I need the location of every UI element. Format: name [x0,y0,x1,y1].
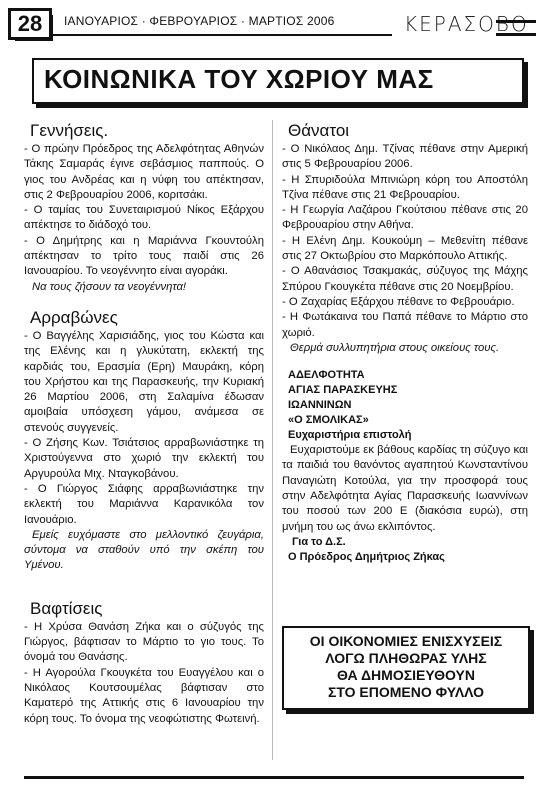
left-column [24,120,264,727]
notice-line: ΘΑ ΔΗΜΟΣΙΕΥΘΟΥΝ [337,667,475,683]
engagements-item: - Ο Βαγγέλης Χαρισιάδης, γιος του Κώστα και της Ελένης και η γλυκύτατη, εκλεκτή της καρδιάς του, Ερασμία (Ερη) Μαυράκη, κόρη του Χρήστου και της Παρασκευής, την Κυριακή 26 Μαρτίου 2006, στη Σαλαμίνα έδωσαν αμοιβαία υπόσχεση γάμου, ανάμεσα σε στενούς συγγενείς. [24,329,264,434]
deaths-item: - Η Σπυριδούλα Μπινιώρη κόρη του Αποστόλη Τζίνα πέθανε στις 21 Φεβρουαρίου. [282,173,528,201]
deaths-item: - Ο Νικόλαος Δημ. Τζίνας πέθανε στην Αμερική στις 5 Φεβρουαρίου 2006. [282,143,528,171]
association-line: ΑΓΙΑΣ ΠΑΡΑΣΚΕΥΗΣ [288,384,398,397]
association-line: ΑΔΕΛΦΟΤΗΤΑ [288,369,365,382]
engagements-heading: Αρραβώνες [30,307,118,327]
magazine-name: ΚΕΡΑΣΟΒΟ [404,12,529,36]
engagements-item: - Ο Γιώργος Σιάφης αρραβωνιάστηκε την εκλεκτή του Μαριάννα Καρανικόλα τον Ιανουάριο. [24,482,264,526]
notice-box [282,626,530,710]
right-column [282,120,528,565]
notice-line: ΣΤΟ ΕΠΟΜΕΝΟ ΦΥΛΛΟ [327,684,485,700]
deaths-item: - Η Ελένη Δημ. Κουκούμη – Μεθενίτη πέθανε στις 27 Οκτωβρίου στο Μαρκόπουλο Αττικής. [282,234,528,263]
header-rule [52,34,392,36]
births-item: - Ο Δημήτρης και η Μαριάννα Γκουντούλη απέκτησαν το τρίτο τους παιδί στις 26 Ιανουαρίου. Το νεογέννητο είναι αγοράκι. [24,234,264,278]
letter-body: Ευχαριστούμε εκ βάθους καρδίας τη σύζυγο και τα παιδιά του θανόντος αγαπητού Κωνσταντίνου Παναγιώτη Κοτούλα, για την προσφορά τους στην Αδελφότητα Αγίας Παρασκευής Ιωαννίνων του ποσού των 200 Ε (διακόσια ευρώ), στη μνήμη του ως άνω εκλιπόντος. [282,444,528,533]
footer-rule [24,776,524,779]
notice-line: ΟΙ ΟΙΚΟΝΟΜΙΕΣ ΕΝΙΣΧΥΣΕΙΣ [309,633,503,649]
association-line: «Ο ΣΜΟΛΙΚΑΣ» [288,414,369,427]
births-wish: Να τους ζήσουν τα νεογέννητα! [32,280,187,293]
letter-subtitle: Ευχαριστήρια επιστολή [288,429,412,442]
page-number: 28 [8,8,52,40]
signature-line: Για το Δ.Σ. [292,535,346,548]
births-item: - Ο ταμίας του Συνεταιρισμού Νίκος Εξάρχου απέκτησε το διάδοχό του. [24,204,264,232]
letter-signature [288,535,528,565]
notice-line: ΛΟΓΩ ΠΛΗΘΩΡΑΣ ΥΛΗΣ [325,650,487,666]
deaths-item: - Η Γεωργία Λαζάρου Γκούτσιου πέθανε στις 20 Φεβρουαρίου στην Αθήνα. [282,204,528,232]
engagements-item: - Ο Ζήσης Κων. Τσιάτσιος αρραβωνιάστηκε τη Χριστούγεννα στο χωριό την εκλεκτή του Αργυρούλα Μιχ. Νταγκοβάνου. [24,437,264,480]
engagements-wish: Εμείς ευχόμαστε στο μελλοντικό ζευγάρια, σύντομα να σταθούν υπό την σκέπη του Υμένου. [24,528,264,572]
baptisms-item: - Η Αγορούλα Γκουγκέτα του Ευαγγέλου και ο Νικόλαος Κουτσουμέλας βάφτισαν στο Καματερό της Αττικής στις 6 Ιανουαρίου την κόρη τους. Το όνομα της νεοφώτιστης Φωτεινή. [24,666,264,725]
issue-dates: ΙΑΝΟΥΑΡΙΟΣ · ΦΕΒΡΟΥΑΡΙΟΣ · ΜΑΡΤΙΟΣ 2006 [64,14,335,28]
births-heading: Γεννήσεις. [30,121,109,140]
page-header [8,6,536,40]
baptisms-item: - Η Χρύσα Θανάση Ζήκα και ο σύζυγός της Γιώργος, βάφτισαν το Μάρτιο το γιο τους. Το όνομά του Θανάσης. [24,620,264,664]
deaths-item: - Ο Ζαχαρίας Εξάρχου πέθανε το Φεβρουάριο. [282,295,515,308]
header-bars [496,20,536,36]
page-title: ΚΟΙΝΩΝΙΚΑ ΤΟΥ ΧΩΡΙΟΥ ΜΑΣ [44,64,434,94]
column-divider [272,120,273,760]
deaths-heading: Θάνατοι [288,121,350,140]
deaths-condolence: Θερμά συλλυπητήρια στους οικείους τους. [290,341,500,354]
deaths-item: - Ο Αθανάσιος Τσακμακάς, σύζυγος της Μάχης Σπύρου Γκουγκέτα πέθανε στις 20 Νοεμβρίου. [282,265,528,293]
association-name [288,368,528,443]
page-title-box [32,58,524,104]
deaths-item: - Η Φωτάκαινα του Παπά πέθανε το Μάρτιο στο χωριό. [282,311,528,339]
signature-line: Ο Πρόεδρος Δημήτριος Ζήκας [288,550,445,563]
births-item: - Ο πρώην Πρόεδρος της Αδελφότητας Αθηνών Τάκης Σαμαράς έγινε σεβάσμιος παππούς. Ο γιος του Ανδρέας και η νύφη του απέκτησαν, στις 2 Φεβρουαρίου 2006, κοριτσάκι. [24,143,264,201]
baptisms-heading: Βαφτίσεις [30,598,103,618]
association-line: ΙΩΑΝΝΙΝΩΝ [288,399,352,412]
